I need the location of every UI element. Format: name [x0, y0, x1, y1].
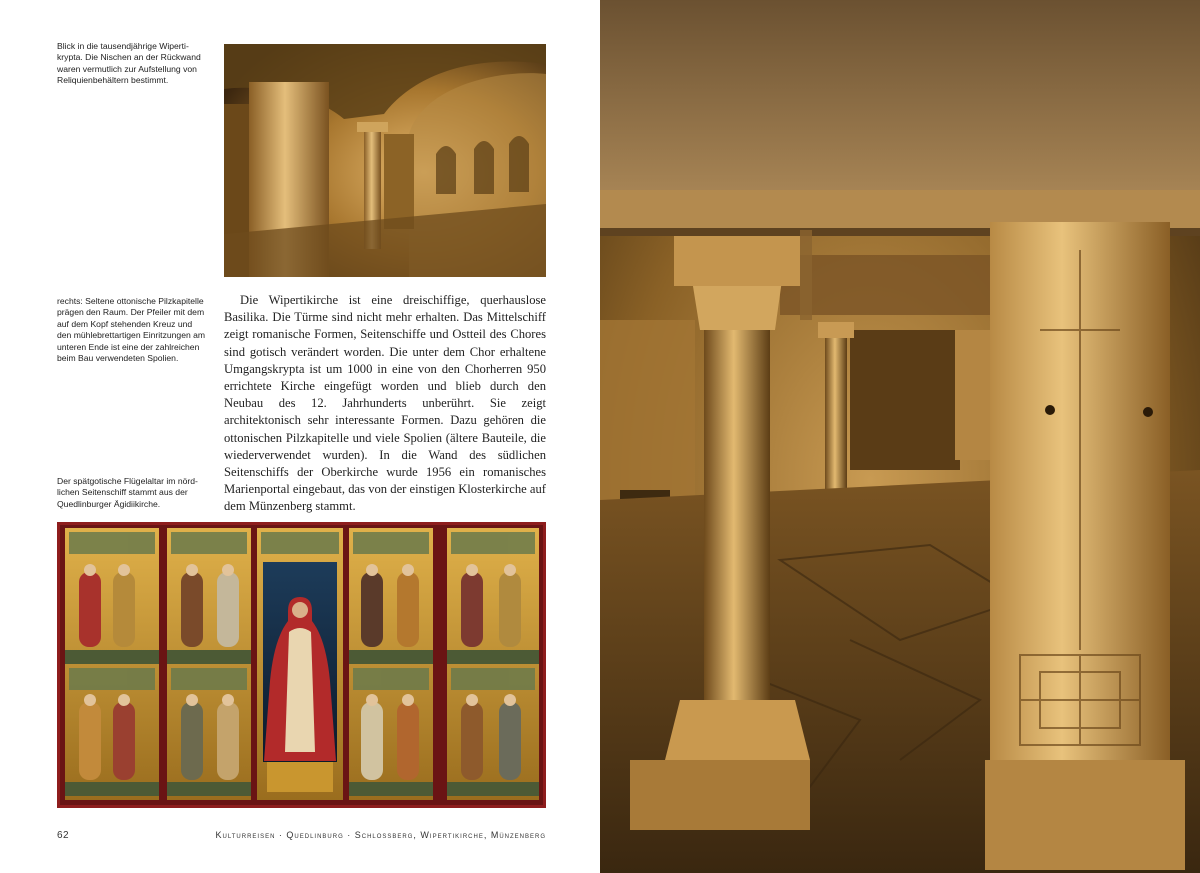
crypt-caption: Blick in die tausendjährige Wipertikrypta. Die Nischen an der Rückwand waren vermutlich zur Aufstellung von Reliquienbehältern bestimmt. [57, 41, 201, 86]
crypt-photo [224, 44, 546, 277]
altar-photo [57, 522, 546, 808]
page-number: 62 [57, 830, 70, 841]
running-head: Kulturreisen · Quedlinburg · Schlossberg, Wipertikirche, Münzenberg [215, 830, 546, 840]
pillar-caption: rechts: Seltene ottonische Pilzkapitelle prägen den Raum. Der Pfeiler mit dem auf dem Kopf stehenden Kreuz und den mühlebrettartigen Einritzungen am unteren Ende ist eine der zahlreichen beim Bau verwendeten Spolien. [57, 296, 206, 364]
right-page-photo [600, 0, 1200, 873]
altar-caption: Der spätgotische Flügelaltar im nördlichen Seitenschiff stammt aus der Quedlinburger Ägidiikirche. [57, 476, 198, 509]
body-text: Die Wipertikirche ist eine dreischiffige, querhauslose Basilika. Die Türme sind nicht mehr erhalten. Das Mittelschiff zeigt romanische Formen, Seitenschiffe und Ostteil des Chores sind gotisch verändert worden. Die unter dem Chor erhaltene Umgangskrypta ist um 1000 in eine von den Chorherren 950 errichtete Kirche eingefügt worden und blieb durch den Neubau des 12. Jahrhunderts unberührt. Sie zeigt architektonisch sehr interessante Formen. Dazu gehören die ottonischen Pilzkapitelle und viele Spolien (ältere Bauteile, die wiederverwendet wurden). In die Wand des südlichen Seitenschiffs der Oberkirche wurde 1956 ein romanisches Marienportal eingebaut, das von der einstigen Klosterkirche auf dem Münzenberg stammt. [224, 293, 546, 514]
